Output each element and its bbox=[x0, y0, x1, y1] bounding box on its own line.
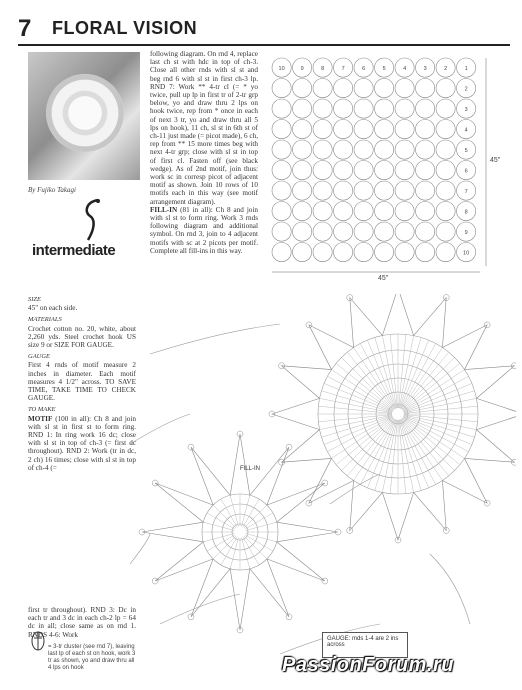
motif-circle bbox=[272, 140, 291, 159]
chart-stitch bbox=[203, 534, 234, 542]
chart-chain-loop bbox=[267, 542, 325, 581]
motif-circle bbox=[436, 140, 455, 159]
chart-chain-loop bbox=[414, 481, 447, 531]
grid-width-label: 45" bbox=[378, 275, 389, 282]
header-rule bbox=[18, 44, 510, 46]
chart-chain-loop bbox=[382, 492, 413, 540]
chart-chain-loop bbox=[160, 594, 240, 624]
chart-chain-loop bbox=[350, 298, 383, 348]
column-number: 7 bbox=[341, 66, 345, 73]
motif-circle bbox=[293, 99, 312, 118]
motif-circle bbox=[334, 243, 353, 262]
motif-circle bbox=[334, 202, 353, 221]
column-number: 8 bbox=[321, 66, 325, 73]
motif-circle bbox=[293, 161, 312, 180]
motif-circle bbox=[293, 222, 312, 241]
motif-heading: MOTIF bbox=[28, 414, 53, 423]
chart-chain-loop bbox=[155, 542, 213, 581]
chart-stitch bbox=[390, 420, 397, 494]
crochet-chart-svg bbox=[130, 294, 516, 684]
motif-circle bbox=[416, 99, 435, 118]
motif-circle bbox=[416, 120, 435, 139]
motif-circle bbox=[334, 140, 353, 159]
motif-circle bbox=[395, 79, 414, 98]
pattern-number: 7 bbox=[18, 16, 46, 42]
row-number: 7 bbox=[464, 189, 468, 196]
motif-circle bbox=[375, 202, 394, 221]
motif-circle bbox=[313, 202, 332, 221]
motif-circle bbox=[313, 99, 332, 118]
motif-circle bbox=[375, 79, 394, 98]
chart-chain-loop bbox=[430, 554, 470, 624]
motif-text-continued: first tr throughout). RND 3: Dc in each tr and 3 dc in each ch-2 lp = 64 dc in all; close same as on rnd 1. RNDS 4-6: Work bbox=[28, 606, 136, 639]
watermark: PassionForum.ru bbox=[282, 654, 454, 676]
motif-circle bbox=[313, 79, 332, 98]
motif-circle bbox=[416, 222, 435, 241]
crochet-hook-icon bbox=[78, 198, 108, 242]
chart-chain-loop bbox=[130, 414, 190, 444]
chart-stitch bbox=[203, 522, 234, 530]
gauge-text: First 4 rnds of motif measure 2 inches in diameter. Each motif measures 4 1/2" across. TO SAVE TIME, TAKE TIME TO CHECK GAUGE. bbox=[28, 361, 136, 403]
motif-circle bbox=[272, 181, 291, 200]
chart-chain-loop bbox=[191, 559, 230, 617]
chart-chain-loop bbox=[191, 447, 230, 505]
gauge-label: GAUGE bbox=[28, 353, 51, 361]
column-number: 3 bbox=[423, 66, 427, 73]
cluster-symbol-icon bbox=[30, 630, 46, 652]
row-number: 8 bbox=[464, 209, 468, 216]
motif-circle bbox=[272, 222, 291, 241]
motif-circle bbox=[375, 99, 394, 118]
motif-circle bbox=[395, 181, 414, 200]
chart-chain-loop bbox=[250, 559, 289, 617]
motif-circle bbox=[395, 120, 414, 139]
instructions-column-2 bbox=[28, 292, 136, 472]
motif-circle bbox=[375, 120, 394, 139]
motif-circle bbox=[334, 120, 353, 139]
fillin-label: FILL-IN bbox=[240, 466, 261, 472]
size-label: SIZE bbox=[28, 296, 41, 303]
row-number: 10 bbox=[463, 250, 470, 257]
chart-chain-loop bbox=[250, 447, 289, 505]
size-text: 45" on each side. bbox=[28, 304, 78, 313]
row-number: 5 bbox=[464, 148, 468, 155]
motif-circle bbox=[313, 161, 332, 180]
column-number: 2 bbox=[444, 66, 448, 73]
materials-text: Crochet cotton no. 20, white, about 2,260 yds. Steel crochet hook US size 9 or SIZE FOR GAUGE. bbox=[28, 324, 136, 350]
motif-circle bbox=[334, 181, 353, 200]
chart-stitch bbox=[318, 415, 392, 422]
fillin-heading: FILL-IN bbox=[150, 205, 178, 214]
motif-circle bbox=[354, 243, 373, 262]
chart-chain-loop bbox=[277, 522, 338, 542]
column-number: 9 bbox=[300, 66, 304, 73]
pattern-title: FLORAL VISION bbox=[52, 18, 198, 38]
chart-chain-loop bbox=[230, 569, 250, 630]
motif-circle bbox=[395, 202, 414, 221]
row-number: 6 bbox=[464, 168, 468, 175]
column-number: 10 bbox=[278, 66, 285, 73]
row-number: 3 bbox=[464, 107, 468, 114]
chart-chain-loop bbox=[476, 398, 516, 429]
motif-circle bbox=[272, 99, 291, 118]
motif-circle bbox=[272, 202, 291, 221]
motif-circle bbox=[293, 140, 312, 159]
motif-circle bbox=[375, 181, 394, 200]
chart-chain-loop bbox=[465, 366, 515, 399]
chart-chain-loop bbox=[465, 430, 515, 463]
chart-stitch bbox=[399, 420, 406, 494]
motif-circle bbox=[375, 140, 394, 159]
motif-circle bbox=[354, 202, 373, 221]
column-number: 4 bbox=[403, 66, 407, 73]
motif-circle bbox=[313, 120, 332, 139]
chart-stitch bbox=[390, 334, 397, 408]
motif-circle bbox=[375, 222, 394, 241]
chart-stitch bbox=[399, 334, 406, 408]
chart-chain-loop bbox=[142, 522, 203, 542]
byline: By Fujiko Takagi bbox=[28, 186, 76, 194]
doily-photo bbox=[28, 52, 140, 180]
motif-circle bbox=[436, 161, 455, 180]
motif-circle bbox=[395, 140, 414, 159]
chart-chain-loop bbox=[230, 434, 250, 495]
motif-circle bbox=[416, 202, 435, 221]
motif-circle bbox=[293, 181, 312, 200]
column-number: 1 bbox=[464, 66, 468, 73]
column-number: 5 bbox=[382, 66, 386, 73]
motif-circle bbox=[354, 79, 373, 98]
grid-height-label: 45" bbox=[490, 157, 501, 164]
column-number: 6 bbox=[362, 66, 366, 73]
large-motif-chart bbox=[269, 294, 516, 543]
chart-chain-loop bbox=[272, 398, 320, 429]
motif-circle bbox=[436, 243, 455, 262]
page-header bbox=[18, 16, 510, 42]
motif-circle bbox=[293, 202, 312, 221]
motif-circle bbox=[313, 181, 332, 200]
motif-circle bbox=[354, 222, 373, 241]
motif-circle bbox=[334, 222, 353, 241]
fillin-text: (81 in all): Ch 8 and join with sl st to form ring. Work 3 rnds following diagram and additional symbol. On rnd 3, join to 4 adjacent motifs with sc at 2 picots per motif. Complete all fill-ins in this way. bbox=[150, 205, 258, 255]
instructions-column-1 bbox=[150, 50, 258, 255]
motif-circle bbox=[436, 202, 455, 221]
motif-circle bbox=[313, 243, 332, 262]
motif-circle bbox=[436, 222, 455, 241]
motif-circle bbox=[272, 79, 291, 98]
chart-chain-loop bbox=[382, 294, 413, 336]
row-number: 4 bbox=[464, 127, 468, 134]
motif-circle bbox=[416, 140, 435, 159]
fillin-motif-chart bbox=[139, 431, 341, 633]
motif-circle bbox=[416, 181, 435, 200]
motif-circle bbox=[395, 243, 414, 262]
chart-stitch bbox=[246, 534, 277, 542]
chart-stitch bbox=[230, 495, 238, 526]
chart-chain-loop bbox=[150, 324, 280, 354]
chart-chain-loop bbox=[282, 430, 332, 463]
motif-circle bbox=[313, 140, 332, 159]
motif-circle bbox=[354, 120, 373, 139]
motif-circle bbox=[375, 243, 394, 262]
doily-photo-center bbox=[46, 74, 124, 152]
motif-continuation-text: following diagram. On rnd 4, replace last ch st with hdc in top of ch-3. Close all other rnds with sl st and beg rnd 6 with sl st in first ch-3 lp. RND 7: Work ** 4-tr cl (= * yo twice, pull up lp in first tr of 2-tr grp below, yo and draw thru 2 lps on hook twice, rep from * once in each of next 3 tr, yo and draw thru all 5 lps on hook), 11 ch, sl st in 6th st of ch-11 just made (= picot made), 6 ch, rep from ** 15 more times beg with next 4-tr grp; close with sl st in top of first cl. Fasten off (see black wedge). As of 2nd motif, join thus: work sc in corresp picot of adjacent motif as shown. Join 10 rows of 10 motifs each in this way (see motif arrangement diagram). bbox=[150, 50, 258, 206]
symbol-legend: = 3-tr cluster (see rnd 7), leaving last lp of each st on hook, work 3 tr as shown, yo and draw thru all 4 lps on hook bbox=[48, 644, 136, 671]
motif-circle bbox=[354, 99, 373, 118]
chart-stitch bbox=[404, 406, 478, 413]
motif-circle bbox=[293, 79, 312, 98]
motif-circle bbox=[272, 161, 291, 180]
chart-chain-loop bbox=[414, 298, 447, 348]
crochet-chart bbox=[130, 294, 516, 684]
motif-circle bbox=[395, 99, 414, 118]
motif-circle bbox=[436, 79, 455, 98]
row-number: 9 bbox=[464, 230, 468, 237]
row-number: 2 bbox=[464, 86, 468, 93]
motif-circle bbox=[354, 181, 373, 200]
materials-label: MATERIALS bbox=[28, 316, 62, 324]
motif-circle bbox=[272, 243, 291, 262]
motif-text: (100 in all): Ch 8 and join with sl st in first st to form ring. RND 1: In ring work 16 dc; close with sl st in top of ch-3 (= first dc throughout). RND 2: Work (tr in dc, 2 ch) 16 times; close with sl st in top of ch-4 (= bbox=[28, 414, 136, 472]
motif-circle bbox=[313, 222, 332, 241]
motif-circle bbox=[334, 161, 353, 180]
chart-chain-loop bbox=[282, 366, 332, 399]
chart-stitch bbox=[242, 495, 250, 526]
chart-stitch bbox=[246, 522, 277, 530]
chart-stitch bbox=[404, 415, 478, 422]
chart-chain-loop bbox=[350, 481, 383, 531]
chart-stitch bbox=[318, 406, 392, 413]
chart-stitch bbox=[242, 538, 250, 569]
gauge-box: GAUGE: mds 1-4 are 2 ins across bbox=[322, 632, 408, 658]
motif-circle bbox=[416, 79, 435, 98]
motif-arrangement-svg bbox=[266, 50, 504, 282]
to-make-label: TO MAKE bbox=[28, 406, 56, 414]
motif-circle bbox=[416, 161, 435, 180]
motif-circle bbox=[436, 120, 455, 139]
motif-circle bbox=[395, 222, 414, 241]
motif-circle bbox=[272, 120, 291, 139]
motif-circle bbox=[436, 99, 455, 118]
chart-chain-loop bbox=[155, 483, 213, 522]
motif-arrangement-diagram bbox=[266, 50, 504, 282]
motif-circle bbox=[334, 99, 353, 118]
motif-circle bbox=[375, 161, 394, 180]
motif-circle bbox=[395, 161, 414, 180]
motif-circle bbox=[354, 161, 373, 180]
chart-chain-loop bbox=[130, 534, 150, 564]
motif-circle bbox=[293, 243, 312, 262]
skill-level: intermediate bbox=[32, 242, 116, 259]
motif-circle bbox=[354, 140, 373, 159]
motif-circle bbox=[416, 243, 435, 262]
motif-circle bbox=[293, 120, 312, 139]
chart-stitch bbox=[230, 538, 238, 569]
motif-circle bbox=[436, 181, 455, 200]
motif-circle bbox=[334, 79, 353, 98]
